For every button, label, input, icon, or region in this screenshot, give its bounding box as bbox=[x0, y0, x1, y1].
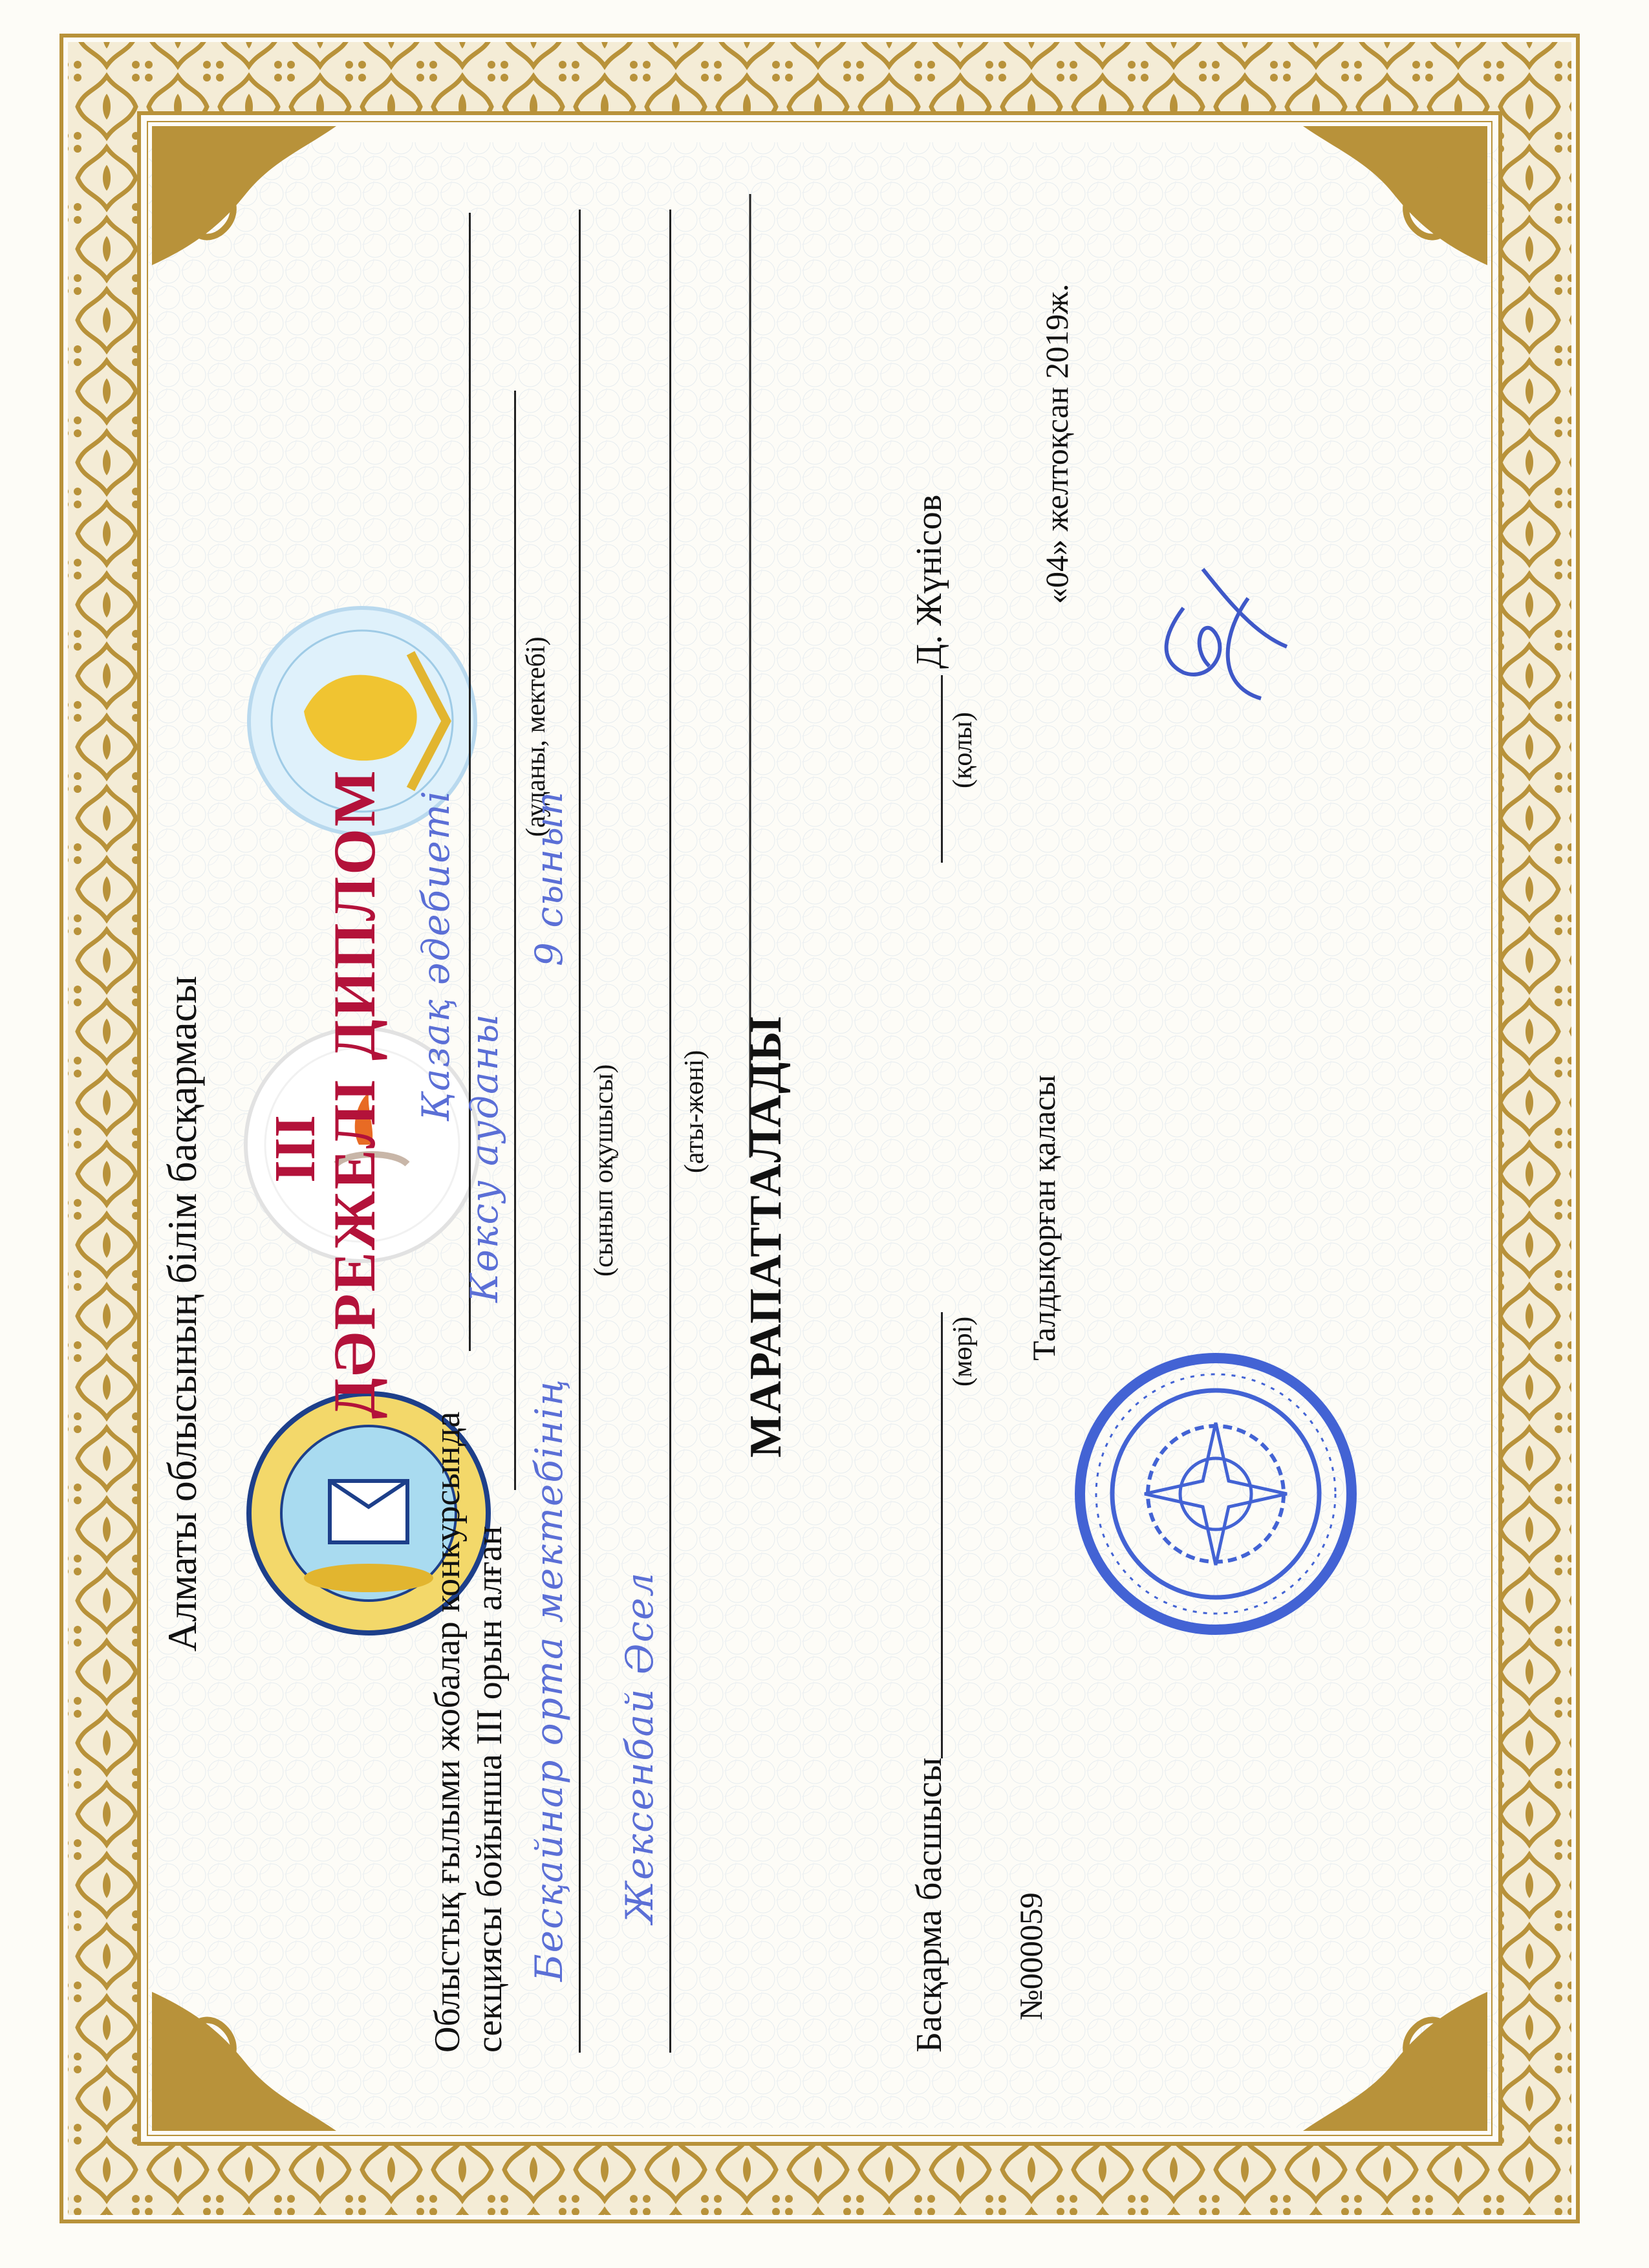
signatory-name: Д. Жүнісов bbox=[909, 494, 949, 669]
body-line-1: Облыстық ғылыми жобалар конкурсында bbox=[427, 1411, 468, 2053]
class-handwriting: 9 сынып bbox=[527, 790, 571, 966]
diploma-number: №000059 bbox=[1013, 1892, 1049, 2020]
district-handwriting: Көксу ауданы bbox=[462, 1012, 506, 1302]
school-handwriting: Бесқайнар орта мектебінің bbox=[527, 1377, 571, 1982]
signatory-position: Басқарма басшысы bbox=[909, 1757, 949, 2053]
name-caption: (аты-жөні) bbox=[680, 1050, 709, 1173]
city: Талдықорған қаласы bbox=[1026, 1074, 1062, 1361]
signature-caption: (қолы) bbox=[948, 711, 978, 788]
seal-caption: (мөрі) bbox=[948, 1316, 978, 1387]
body-line-2: секциясы бойынша III орын алған bbox=[469, 1526, 510, 2053]
district-caption: (ауданы, мектебі) bbox=[521, 636, 551, 837]
line-seal bbox=[941, 1312, 943, 1758]
line-school bbox=[579, 210, 581, 2053]
issue-date: «04» желтоқсан 2019ж. bbox=[1039, 283, 1075, 604]
section-handwriting: Қазақ әдебиеті bbox=[414, 789, 458, 1121]
line-signature bbox=[941, 675, 943, 863]
line-district bbox=[514, 391, 516, 1490]
diploma-degree: III bbox=[263, 1114, 327, 1183]
certificate-content bbox=[68, 48, 1542, 2221]
student-handwriting: Жексенбай Әсел bbox=[618, 1571, 662, 1923]
line-name bbox=[669, 210, 671, 2053]
org-header: Алматы облысының білім басқармасы bbox=[159, 975, 205, 1652]
class-caption: (сынып оқушысы) bbox=[589, 1064, 619, 1277]
awarded-text: МАРАПАТТАЛАДЫ bbox=[741, 1015, 791, 1458]
diploma-title: ДӘРЕЖЕЛІ ДИПЛОМ bbox=[321, 768, 387, 1419]
